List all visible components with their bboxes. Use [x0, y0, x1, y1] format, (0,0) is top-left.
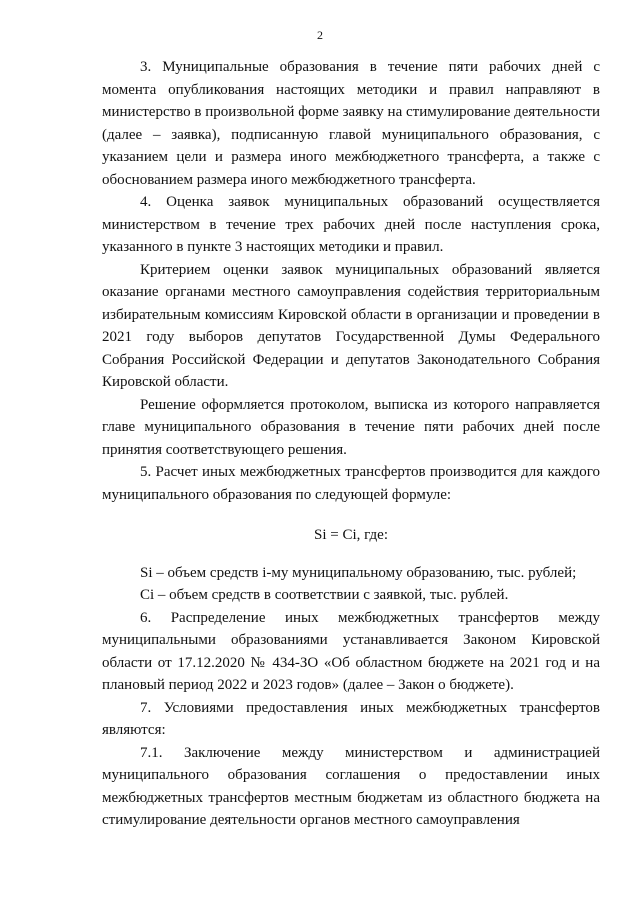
paragraph-decision: Решение оформляется протоколом, выписка из которого направляется главе муниципального образования в течение пяти рабочих дней после принятия соответствующего решения. — [102, 396, 600, 458]
document-body — [102, 56, 600, 832]
paragraph-3: 3. Муниципальные образования в течение пяти рабочих дней с момента опубликования настоящих методики и правил направляют в министерство в произвольной форме заявку на стимулирование деятельности (далее – заявка), подписанную главой муниципального образования, с указанием цели и размера иного межбюджетного трансферта, а также с обоснованием размера иного межбюджетного трансферта. — [102, 59, 600, 188]
formula: Si = Ci, где: — [313, 527, 388, 543]
page-number: 2 — [317, 28, 323, 42]
definition-si: Si – объем средств i-му муниципальному образованию, тыс. рублей; — [140, 564, 577, 581]
paragraph-criteria: Критерием оценки заявок муниципальных образований является оказание органами местного самоуправления содействия территориальным избирательным комиссиям Кировской области в организации и проведении в 2021 году выборов депутатов Государственной Думы Федерального Собрания Российской Федерации и депутатов Законодательного Собрания Кировской области. — [102, 261, 600, 390]
paragraph-4: 4. Оценка заявок муниципальных образований осуществляется министерством в течение трех рабочих дней после наступления срока, указанного в пункте 3 настоящих методики и правил. — [102, 194, 600, 255]
paragraph-7: 7. Условиями предоставления иных межбюджетных трансфертов являются: — [102, 699, 600, 738]
definition-ci: Ci – объем средств в соответствии с заявкой, тыс. рублей. — [140, 587, 509, 603]
paragraph-7-1: 7.1. Заключение между министерством и администрацией муниципального образования соглашения о предоставлении иных межбюджетных трансфертов местным бюджетам из областного бюджета на стимулирование деятельности органов местного самоуправления — [102, 744, 600, 828]
paragraph-6: 6. Распределение иных межбюджетных трансфертов между муниципальными образованиями устанавливается Законом Кировской области от 17.12.2020 № 434-ЗО «Об областном бюджете на 2021 год и на плановый период 2022 и 2023 годов» (далее – Закон о бюджете). — [102, 609, 600, 693]
paragraph-5: 5. Расчет иных межбюджетных трансфертов производится для каждого муниципального образования по следующей формуле: — [102, 464, 600, 503]
